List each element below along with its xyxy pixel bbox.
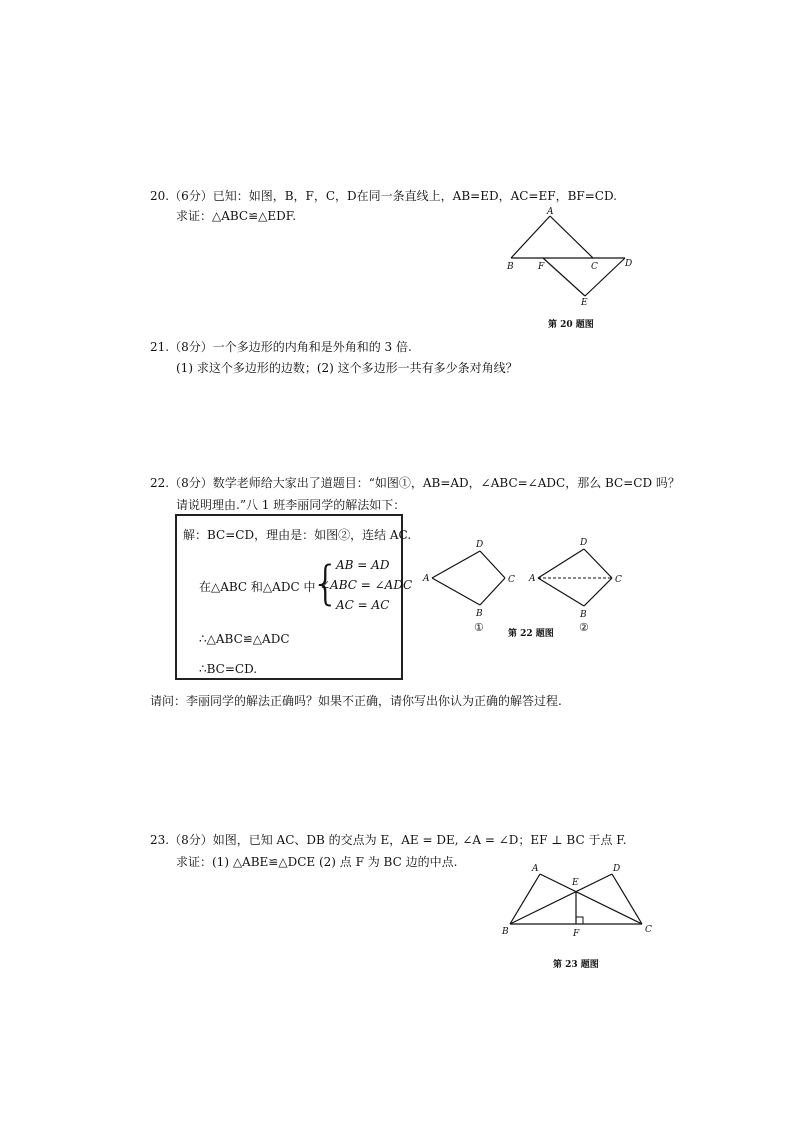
box-line-1: 解：BC=CD，理由是：如图②，连结 AC.	[183, 528, 412, 542]
q23-label-c: C	[645, 925, 652, 935]
box-line-2: 在△ABC 和△ADC 中	[199, 580, 316, 594]
q23-label-a: A	[532, 864, 539, 874]
brace-icon: {	[311, 556, 341, 610]
q23-line2: 求证：(1) △ABE≌△DCE (2) 点 F 为 BC 边的中点.	[176, 855, 458, 869]
fig2-label-a: A	[529, 574, 536, 584]
q22-figure-1	[420, 535, 530, 635]
q23-figure	[500, 860, 660, 945]
box-line-3: ∴△ABC≌△ADC	[199, 632, 290, 646]
fig1-label-b: B	[476, 609, 483, 619]
fig1-label-c: C	[508, 575, 515, 585]
q23-label-f: F	[573, 929, 580, 939]
q23-label-d: D	[613, 864, 621, 874]
q23-line1: 23.（8分）如图，已知 AC、DB 的交点为 E，AE = DE, ∠A = ∠D；EF ⊥ BC 于点 F.	[150, 833, 627, 847]
box-condition-1: AB = AD	[336, 558, 390, 572]
box-condition-2: ∠ABC = ∠ADC	[320, 578, 413, 592]
q22-question: 请问：李丽同学的解法正确吗？如果不正确，请你写出你认为正确的解答过程.	[150, 694, 562, 708]
solution-box	[175, 514, 413, 680]
box-line-4: ∴BC=CD.	[199, 662, 258, 676]
q20-label-c: C	[591, 262, 598, 272]
q22-line1: 22.（8分）数学老师给大家出了道题目：“如图①，AB=AD，∠ABC=∠ADC，那么 BC=CD 吗？	[150, 476, 680, 490]
q20-label-a: A	[547, 207, 554, 217]
q20-label-f: F	[538, 262, 545, 272]
q20-line1: 20.（6分）已知：如图，B，F，C，D在同一条直线上，AB=ED，AC=EF，BF=CD.	[150, 189, 617, 203]
q22-figure-2	[526, 535, 636, 635]
box-condition-3: AC = AC	[336, 598, 390, 612]
q20-line2: 求证：△ABC≌△EDF.	[176, 209, 297, 223]
fig1-mark: ①	[474, 621, 484, 634]
q23-caption: 第 23 题图	[553, 960, 599, 970]
q20-label-d: D	[625, 259, 633, 269]
q20-figure	[505, 207, 645, 310]
fig2-label-d: D	[580, 538, 588, 548]
q21-line1: 21.（8分）一个多边形的内角和是外角和的 3 倍.	[150, 340, 412, 354]
q22-line2: 请说明理由.”八 1 班李丽同学的解法如下：	[176, 498, 406, 512]
q20-label-e: E	[581, 298, 588, 308]
q23-label-b: B	[502, 927, 509, 937]
q22-caption: 第 22 题图	[508, 629, 554, 639]
q20-label-b: B	[507, 262, 514, 272]
q23-label-e: E	[572, 878, 579, 888]
fig2-label-c: C	[615, 575, 622, 585]
q21-line2: (1) 求这个多边形的边数；(2) 这个多边形一共有多少条对角线？	[176, 361, 518, 375]
fig2-mark: ②	[579, 621, 589, 634]
fig1-label-a: A	[423, 574, 430, 584]
fig2-label-b: B	[580, 610, 587, 620]
q20-caption: 第 20 题图	[548, 320, 594, 330]
fig1-label-d: D	[476, 540, 484, 550]
